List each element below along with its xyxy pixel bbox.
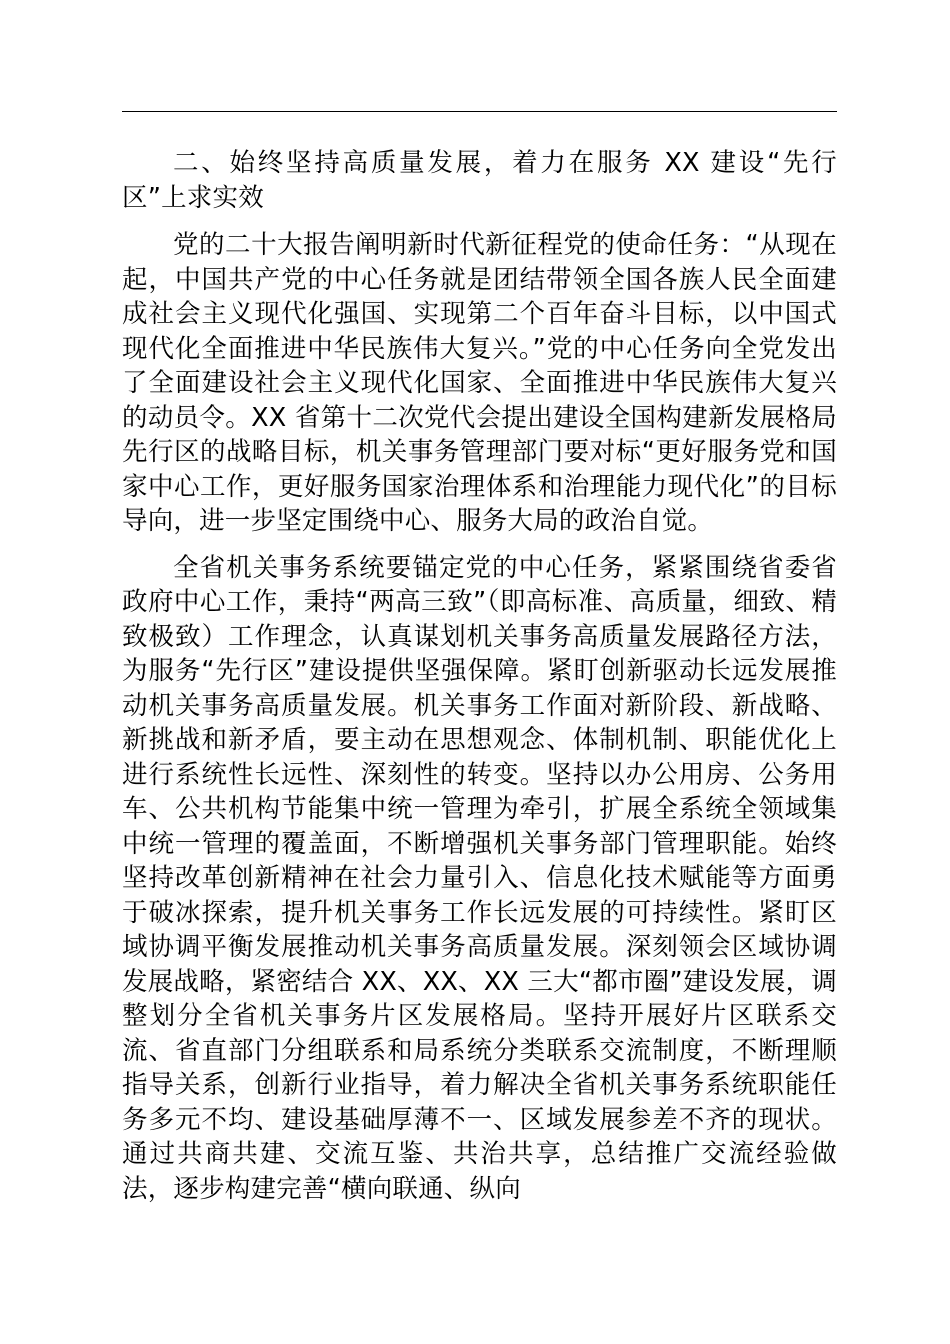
section-heading: 二、始终坚持高质量发展，着力在服务 XX 建设“先行区”上求实效 bbox=[122, 148, 837, 213]
paragraph-system-development: 全省机关事务系统要锚定党的中心任务，紧紧围绕省委省政府中心工作，秉持“两高三致”（即高标准、高质量，细致、精致极致）工作理念，认真谋划机关事务高质量发展路径方法，为服务“先行区”建设提供坚强保障。紧盯创新驱动长远发展推动机关事务高质量发展。机关事务工作面对新阶段、新战略、新挑战和新矛盾，要主动在思想观念、体制机制、职能优化上进行系统性长远性、深刻性的转变。坚持以办公用房、公务用车、公共机构节能集中统一管理为牵引，扩展全系统全领域集中统一管理的覆盖面，不断增强机关事务部门管理职能。始终坚持改革创新精神在社会力量引入、信息化技术赋能等方面勇于破冰探索，提升机关事务工作长远发展的可持续性。紧盯区域协调平衡发展推动机关事务高质量发展。深刻领会区域协调发展战略，紧密结合 XX、XX、XX 三大“都市圈”建设发展，调整划分全省机关事务片区发展格局。坚持开展好片区联系交流、省直部门分组联系和局系统分类联系交流制度，不断理顺指导关系，创新行业指导，着力解决全省机关事务系统职能任务多元不均、建设基础厚薄不一、区域发展参差不齐的现状。通过共商共建、交流互鉴、共治共享，总结推广交流经验做法，逐步构建完善“横向联通、纵向 bbox=[122, 552, 837, 1204]
document-body bbox=[122, 146, 837, 1206]
paragraph-mission: 党的二十大报告阐明新时代新征程党的使命任务：“从现在起，中国共产党的中心任务就是团结带领全国各族人民全面建成社会主义现代化强国、实现第二个百年奋斗目标，以中国式现代化全面推进中华民族伟大复兴。”党的中心任务向全党发出了全面建设社会主义现代化国家、全面推进中华民族伟大复兴的动员令。XX 省第十二次党代会提出建设全国构建新发展格局先行区的战略目标，机关事务管理部门要对标“更好服务党和国家中心工作，更好服务国家治理体系和治理能力现代化”的目标导向，进一步坚定围绕中心、服务大局的政治自觉。 bbox=[122, 230, 837, 536]
header-divider bbox=[122, 111, 837, 112]
